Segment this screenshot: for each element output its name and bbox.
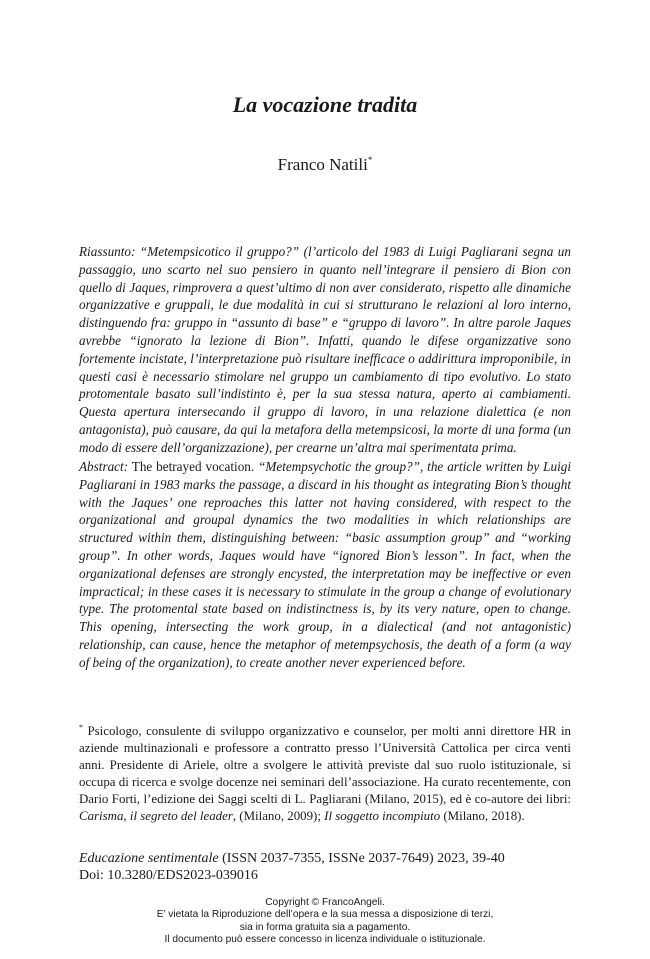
copyright-line-2: E’ vietata la Riproduzione dell’opera e la sua messa a disposizione di terzi, xyxy=(156,909,494,921)
riassunto-text: “Metempsicotico il gruppo?” (l’articolo del 1983 di Luigi Pagliarani segna un passaggio, uno scarto nel suo pensiero in quanto nell’integrare il pensiero di Bion con quello di Jaques, rimprovera a quest’ultimo di non aver considerato, rispetto alle dinamiche organizzative e gruppali, le due modalità in cui si strutturano le relazioni al loro interno, distinguendo fra: gruppo in “assunto di base” e “gruppo di lavoro”. In altre parole Jaques avrebbe “ignorato la lezione di Bion”. Infatti, quando le difese organizzative sono fortemente incistate, l’interpretazione può risultare inefficace o addirittura improponibile, in questi casi è necessario stimolare nel gruppo un cambiamento di tipo evolutivo. Lo stato protomentale basato sull’indistinto è, per la sua stessa natura, aperto ai cambiamenti. Questa apertura intersecando il gruppo di lavoro, in una relazione dialettica (e non antagonista), può causare, da qui la metafora della metempsicosi, la morte di una forma (un modo di essere dell’organizzazione), per crearne un’altra mai sperimentata prima. xyxy=(79,244,571,455)
copyright-notice xyxy=(0,897,650,946)
abstract-text: “Metempsychotic the group?”, the article written by Luigi Pagliarani in 1983 marks the passage, a discard in his thought as integrating Bion’s thought with the Jaques’ one reproaches this latter not having considered, with respect to the organizational and groupal dynamics the two modalities in which relationships are structured within them, distinguishing between: “basic assumption group” and “working group”. In other words, Jaques would have “ignored Bion’s lesson”. In fact, when the organizational defenses are strongly encysted, the interpretation may be ineffective or even impractical; in these cases it is necessary to stimulate in the group a change of evolutionary type. The protomental state based on indistinctness is, by its very nature, open to change. This opening, intersecting the work group, in a dialectical (and not antagonistic) relationship, can cause, hence the metaphor of metempsychosis, the death of a form (a way of being of the organization), to create another never experienced before. xyxy=(79,459,571,670)
journal-name: Educazione sentimentale xyxy=(79,851,219,866)
article-title: La vocazione tradita xyxy=(232,92,418,117)
abstract-paragraph xyxy=(79,458,571,672)
author-footnote xyxy=(79,719,571,825)
author-footnote-mark: * xyxy=(367,155,373,165)
copyright-line-1: Copyright © FrancoAngeli. xyxy=(265,897,385,908)
journal-info xyxy=(79,850,599,884)
copyright-line-4: Il documento può essere concesso in licenza individuale o istituzionale. xyxy=(164,933,486,945)
footnote-text-1: Psicologo, consulente di sviluppo organizzativo e counselor, per molti anni direttore HR in aziende multinazionali e professore a contratto presso l’Università Cattolica per circa venti anni. Presidente di Ariele, oltre a svolgere le attività previste dal suo ruolo istituzionale, si occupa di ricerca e svolge docenze nei seminari dell’associazione. Ha curato recentemente, con Dario Forti, l’edizione dei Saggi scelti di L. Pagliarani (Milano, 2015), ed è co-autore dei libri: xyxy=(79,724,571,806)
journal-citation xyxy=(79,850,599,867)
abstract-title: The betrayed vocation. xyxy=(131,459,255,474)
footnote-mark: * xyxy=(79,723,83,732)
author-name: Franco Natili xyxy=(277,155,368,174)
abstract-label: Abstract: xyxy=(79,459,129,474)
footnote-text-3: (Milano, 2018). xyxy=(440,809,525,823)
author-line xyxy=(0,155,650,175)
riassunto-paragraph xyxy=(79,243,571,457)
copyright-line-3: sia in forma gratuita sia a pagamento. xyxy=(239,921,411,933)
riassunto-label: Riassunto: xyxy=(79,244,136,259)
journal-doi: Doi: 10.3280/EDS2023-039016 xyxy=(79,868,258,883)
footnote-book-2: Il soggetto incompiuto xyxy=(324,809,441,823)
journal-details: (ISSN 2037-7355, ISSNe 2037-7649) 2023, 39-40 xyxy=(218,851,505,866)
footnote-book-1: Carisma, il segreto del leader xyxy=(79,809,233,823)
footnote-text-2: , (Milano, 2009); xyxy=(232,809,325,823)
